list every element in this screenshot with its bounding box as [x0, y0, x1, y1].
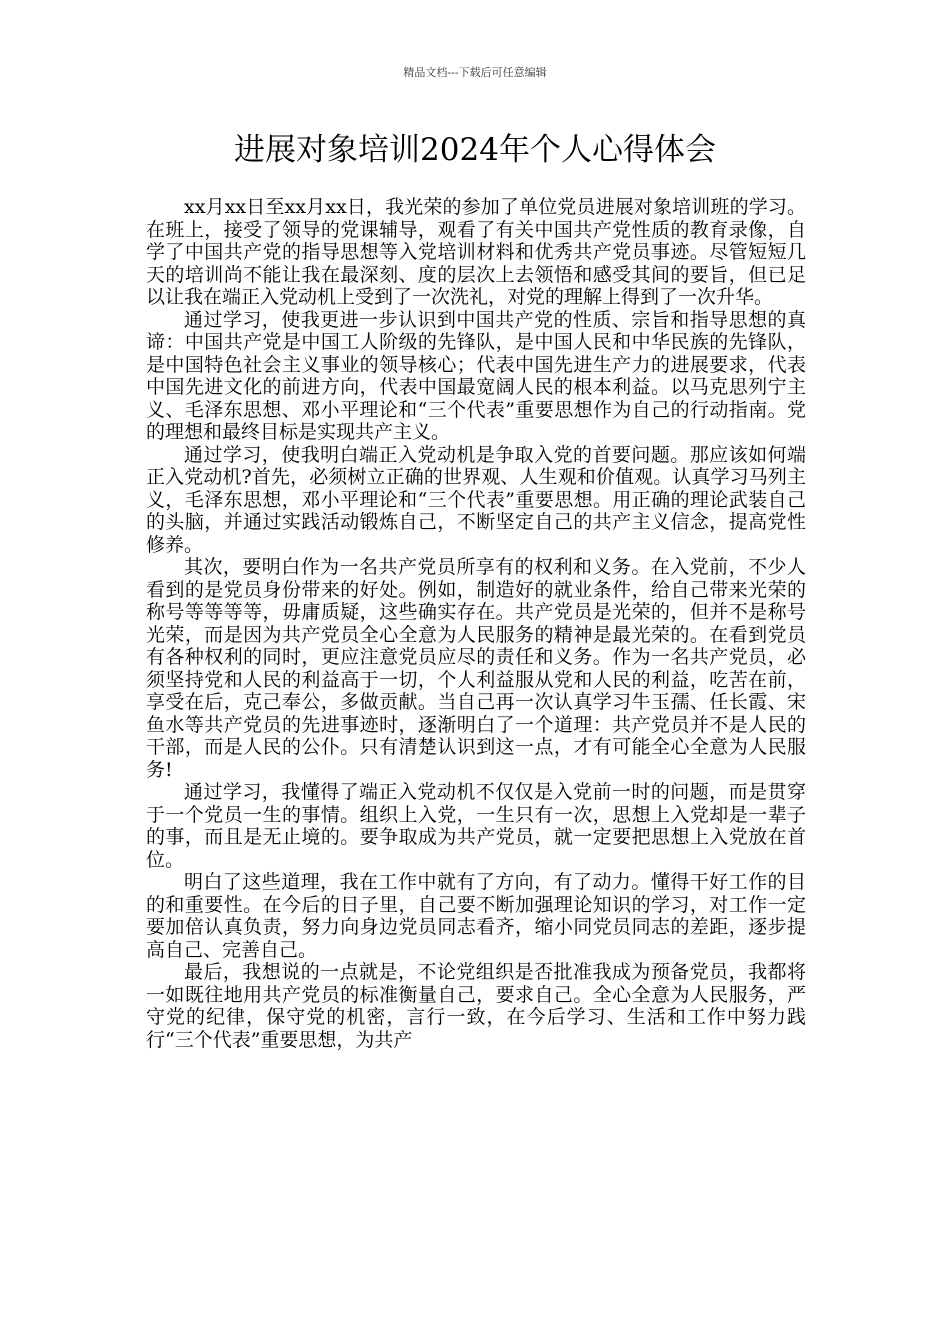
paragraph: 明白了这些道理，我在工作中就有了方向，有了动力。懂得干好工作的目的和重要性。在今后的日子里，自己要不断加强理论知识的学习，对工作一定要加倍认真负责，努力向身边党员同志看齐，缩小同党员同志的差距，逐步提高自己、完善自己。 [146, 871, 806, 961]
paragraph: 通过学习，使我明白端正入党动机是争取入党的首要问题。那应该如何端正入党动机?首先，必须树立正确的世界观、人生观和价值观。认真学习马列主义，毛泽东思想，邓小平理论和“三个代表”重要思想。用正确的理论武装自己的头脑，并通过实践活动锻炼自己，不断坚定自己的共产主义信念，提高党性修养。 [146, 443, 806, 556]
document-body [146, 196, 806, 1051]
paragraph: 最后，我想说的一点就是，不论党组织是否批准我成为预备党员，我都将一如既往地用共产党员的标准衡量自己，要求自己。全心全意为人民服务，严守党的纪律，保守党的机密，言行一致，在今后学习、生活和工作中努力践行“三个代表”重要思想，为共产 [146, 961, 806, 1051]
paragraph: 通过学习，我懂得了端正入党动机不仅仅是入党前一时的问题，而是贯穿于一个党员一生的事情。组织上入党，一生只有一次，思想上入党却是一辈子的事，而且是无止境的。要争取成为共产党员，就一定要把思想上入党放在首位。 [146, 781, 806, 871]
header-note: 精品文档---下载后可任意编辑 [403, 66, 547, 79]
paragraph: 其次，要明白作为一名共产党员所享有的权利和义务。在入党前，不少人看到的是党员身份带来的好处。例如，制造好的就业条件，给自己带来光荣的称号等等等等，毋庸质疑，这些确实存在。共产党员是光荣的，但并不是称号光荣，而是因为共产党员全心全意为人民服务的精神是最光荣的。在看到党员有各种权利的同时，更应注意党员应尽的责任和义务。作为一名共产党员，必须坚持党和人民的利益高于一切，个人利益服从党和人民的利益，吃苦在前，享受在后，克己奉公，多做贡献。当自己再一次认真学习牛玉孺、任长霞、宋鱼水等共产党员的先进事迹时，逐渐明白了一个道理：共产党员并不是人民的干部，而是人民的公仆。只有清楚认识到这一点，才有可能全心全意为人民服务! [146, 556, 806, 781]
document-title: 进展对象培训2024年个人心得体会 [234, 132, 716, 168]
paragraph: 通过学习，使我更进一步认识到中国共产党的性质、宗旨和指导思想的真谛：中国共产党是中国工人阶级的先锋队，是中国人民和中华民族的先锋队，是中国特色社会主义事业的领导核心；代表中国先进生产力的进展要求，代表中国先进文化的前进方向，代表中国最宽阔人民的根本利益。以马克思列宁主义、毛泽东思想、邓小平理论和“三个代表”重要思想作为自己的行动指南。党的理想和最终目标是实现共产主义。 [146, 308, 806, 443]
paragraph: xx月xx日至xx月xx日，我光荣的参加了单位党员进展对象培训班的学习。在班上，接受了领导的党课辅导，观看了有关中国共产党性质的教育录像，自学了中国共产党的指导思想等入党培训材料和优秀共产党员事迹。尽管短短几天的培训尚不能让我在最深刻、度的层次上去领悟和感受其间的要旨，但已足以让我在端正入党动机上受到了一次洗礼，对党的理解上得到了一次升华。 [146, 196, 806, 308]
